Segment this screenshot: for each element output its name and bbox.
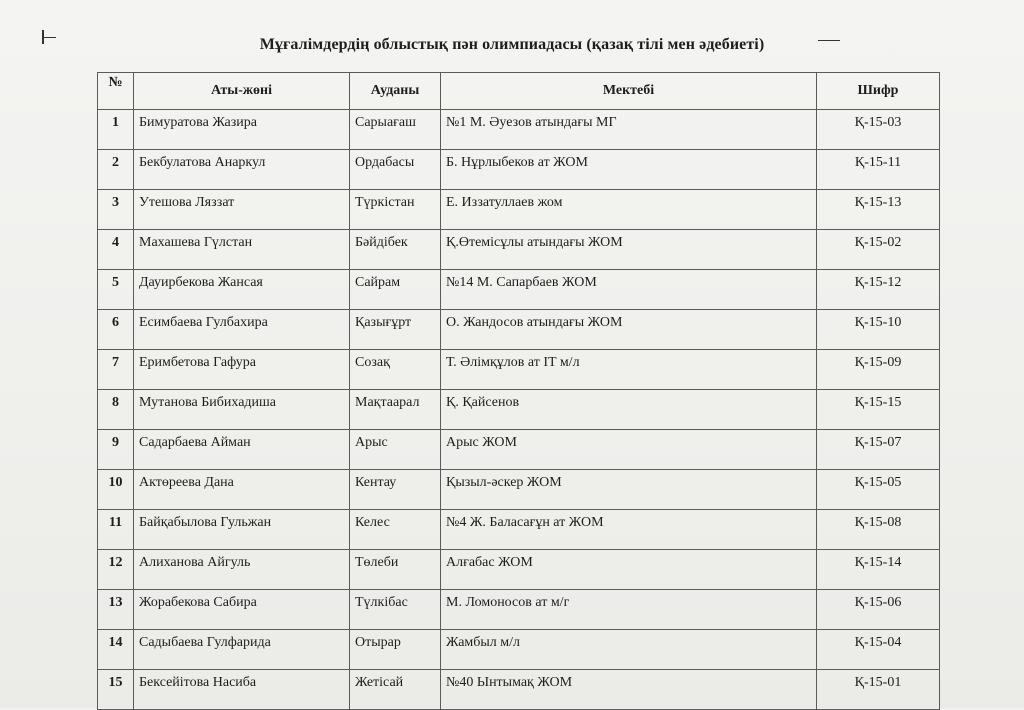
district-cell: Ордабасы bbox=[350, 150, 441, 190]
school-cell: Жамбыл м/л bbox=[441, 630, 817, 670]
row-number: 1 bbox=[98, 110, 134, 150]
table-row bbox=[98, 350, 940, 390]
cipher-code: Қ-15-01 bbox=[817, 670, 940, 710]
header-code: Шифр bbox=[817, 73, 940, 110]
district-cell: Арыс bbox=[350, 430, 441, 470]
table-row bbox=[98, 310, 940, 350]
participant-name: Садыбаева Гулфарида bbox=[134, 630, 350, 670]
row-number: 7 bbox=[98, 350, 134, 390]
participant-name: Махашева Гүлстан bbox=[134, 230, 350, 270]
district-cell: Түлкібас bbox=[350, 590, 441, 630]
table-row bbox=[98, 630, 940, 670]
row-number: 13 bbox=[98, 590, 134, 630]
header-num: № bbox=[98, 73, 134, 110]
participant-name: Жорабекова Сабира bbox=[134, 590, 350, 630]
participant-name: Актөреева Дана bbox=[134, 470, 350, 510]
cipher-code: Қ-15-10 bbox=[817, 310, 940, 350]
school-cell: №14 М. Сапарбаев ЖОМ bbox=[441, 270, 817, 310]
school-cell: Б. Нұрлыбеков ат ЖОМ bbox=[441, 150, 817, 190]
cipher-code: Қ-15-13 bbox=[817, 190, 940, 230]
table-header-row bbox=[98, 73, 940, 110]
district-cell: Мақтаарал bbox=[350, 390, 441, 430]
row-number: 15 bbox=[98, 670, 134, 710]
participant-name: Мутанова Бибихадиша bbox=[134, 390, 350, 430]
table-row bbox=[98, 470, 940, 510]
cipher-code: Қ-15-07 bbox=[817, 430, 940, 470]
district-cell: Сарыағаш bbox=[350, 110, 441, 150]
participant-name: Есимбаева Гулбахира bbox=[134, 310, 350, 350]
table-row bbox=[98, 390, 940, 430]
row-number: 11 bbox=[98, 510, 134, 550]
school-cell: Е. Иззатуллаев жом bbox=[441, 190, 817, 230]
cipher-code: Қ-15-03 bbox=[817, 110, 940, 150]
table-row bbox=[98, 510, 940, 550]
cipher-code: Қ-15-04 bbox=[817, 630, 940, 670]
participant-name: Садарбаева Айман bbox=[134, 430, 350, 470]
row-number: 4 bbox=[98, 230, 134, 270]
cipher-code: Қ-15-12 bbox=[817, 270, 940, 310]
cipher-code: Қ-15-06 bbox=[817, 590, 940, 630]
row-number: 3 bbox=[98, 190, 134, 230]
header-school: Мектебі bbox=[441, 73, 817, 110]
row-number: 12 bbox=[98, 550, 134, 590]
row-number: 8 bbox=[98, 390, 134, 430]
participant-name: Бимуратова Жазира bbox=[134, 110, 350, 150]
header-name: Аты-жөні bbox=[134, 73, 350, 110]
row-number: 5 bbox=[98, 270, 134, 310]
school-cell: №1 М. Әуезов атындағы МГ bbox=[441, 110, 817, 150]
row-number: 10 bbox=[98, 470, 134, 510]
cipher-code: Қ-15-08 bbox=[817, 510, 940, 550]
participant-name: Бекбулатова Анаркул bbox=[134, 150, 350, 190]
table-body bbox=[98, 110, 940, 710]
district-cell: Келес bbox=[350, 510, 441, 550]
school-cell: Алғабас ЖОМ bbox=[441, 550, 817, 590]
school-cell: Қ.Өтемісұлы атындағы ЖОМ bbox=[441, 230, 817, 270]
participant-name: Бексейітова Насиба bbox=[134, 670, 350, 710]
table-row bbox=[98, 590, 940, 630]
district-cell: Қазығұрт bbox=[350, 310, 441, 350]
participant-name: Утешова Ляззат bbox=[134, 190, 350, 230]
participants-table bbox=[97, 72, 940, 710]
table-row bbox=[98, 110, 940, 150]
header-district: Ауданы bbox=[350, 73, 441, 110]
school-cell: Т. Әлімқұлов ат IT м/л bbox=[441, 350, 817, 390]
district-cell: Төлеби bbox=[350, 550, 441, 590]
district-cell: Сайрам bbox=[350, 270, 441, 310]
district-cell: Созақ bbox=[350, 350, 441, 390]
district-cell: Кентау bbox=[350, 470, 441, 510]
school-cell: М. Ломоносов ат м/г bbox=[441, 590, 817, 630]
district-cell: Отырар bbox=[350, 630, 441, 670]
district-cell: Жетісай bbox=[350, 670, 441, 710]
table-row bbox=[98, 270, 940, 310]
cipher-code: Қ-15-15 bbox=[817, 390, 940, 430]
school-cell: О. Жандосов атындағы ЖОМ bbox=[441, 310, 817, 350]
table-row bbox=[98, 430, 940, 470]
cipher-code: Қ-15-14 bbox=[817, 550, 940, 590]
row-number: 14 bbox=[98, 630, 134, 670]
cipher-code: Қ-15-11 bbox=[817, 150, 940, 190]
document-title: Мұғалімдердің облыстық пән олимпиадасы (қазақ тілі мен әдебиеті) bbox=[259, 36, 765, 53]
school-cell: №40 Ынтымақ ЖОМ bbox=[441, 670, 817, 710]
table-row bbox=[98, 150, 940, 190]
participant-name: Дауирбекова Жансая bbox=[134, 270, 350, 310]
table-row bbox=[98, 190, 940, 230]
cipher-code: Қ-15-05 bbox=[817, 470, 940, 510]
row-number: 2 bbox=[98, 150, 134, 190]
participant-name: Алиханова Айгуль bbox=[134, 550, 350, 590]
table-row bbox=[98, 230, 940, 270]
participant-name: Еримбетова Гафура bbox=[134, 350, 350, 390]
school-cell: Қызыл-әскер ЖОМ bbox=[441, 470, 817, 510]
cipher-code: Қ-15-09 bbox=[817, 350, 940, 390]
table-row bbox=[98, 550, 940, 590]
row-number: 6 bbox=[98, 310, 134, 350]
table-row bbox=[98, 670, 940, 710]
school-cell: №4 Ж. Баласағұн ат ЖОМ bbox=[441, 510, 817, 550]
participant-name: Байқабылова Гульжан bbox=[134, 510, 350, 550]
school-cell: Қ. Қайсенов bbox=[441, 390, 817, 430]
school-cell: Арыс ЖОМ bbox=[441, 430, 817, 470]
row-number: 9 bbox=[98, 430, 134, 470]
cipher-code: Қ-15-02 bbox=[817, 230, 940, 270]
district-cell: Бәйдібек bbox=[350, 230, 441, 270]
district-cell: Түркістан bbox=[350, 190, 441, 230]
